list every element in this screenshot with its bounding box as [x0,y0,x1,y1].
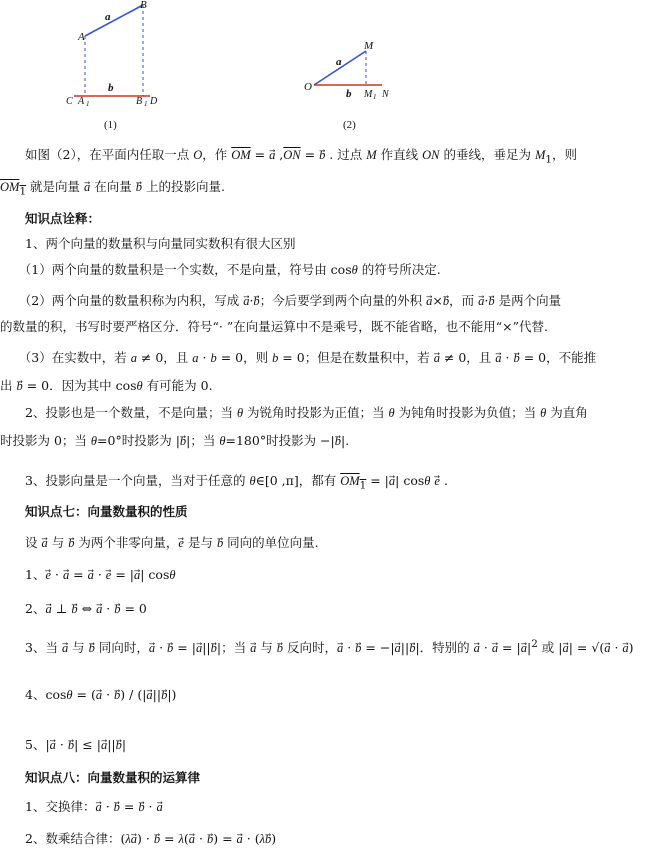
label-b1-sub: 1 [144,100,148,108]
label-b-point: B [140,0,147,11]
label-a1-sub: 1 [86,100,90,108]
figure-2-diagram [300,38,400,100]
text-line: 2、a⃗ ⊥ b⃗ ⇔ a⃗ · b⃗ = 0 [0,601,147,616]
figure-1 [60,0,170,110]
text-line: 的数量的积，书写时要严格区分．符号“· ”在向量运算中不是乘号，既不能省略，也不能用“×”代替. [0,319,548,334]
text-line: 出 b⃗ = 0．因为其中 cosθ 有可能为 0. [0,378,213,393]
label-a1: A [78,96,85,107]
label-b1: B [136,96,143,107]
text-line: 3、投影向量是一个向量，当对于任意的 θ∈[0 ,π]，都有 $OM_1$ = |a⃗| cosθ e⃗ . [0,473,448,492]
section-heading: 知识点诠释： [25,211,101,226]
section-heading: 知识点八：向量数量积的运算律 [25,770,201,785]
label-m1: M [364,89,373,100]
text-line: 5、|a⃗ · b⃗| ≤ |a⃗||b⃗| [0,737,127,752]
label-n: N [382,89,389,100]
text-line: 设 a⃗ 与 b⃗ 为两个非零向量，e⃗ 是与 b⃗ 同向的单位向量. [0,535,319,550]
text-line: （3）在实数中，若 a ≠ 0，且 a · b = 0，则 b = 0；但是在数量积中，若 a⃗ ≠ 0，且 a⃗ · b⃗ = 0，不能推 [0,350,597,365]
label-a-point: A [78,31,85,43]
label-d: D [150,96,158,107]
figure-1-caption: (1) [104,119,117,131]
label-m1-sub: 1 [373,93,377,100]
label-o: O [304,81,312,93]
text-line: 2、投影也是一个数量，不是向量；当 θ 为锐角时投影为正值；当 θ 为钝角时投影为负值；当 θ 为直角 [0,405,588,420]
label-vec-b-2: b [346,88,352,100]
figure-2-caption: (2) [343,119,356,131]
label-m: M [364,40,374,52]
text-line: 1、两个向量的数量积与向量同实数积有很大区别 [0,236,296,251]
text-line: 3、当 a⃗ 与 b⃗ 同向时，a⃗ · b⃗ = |a⃗||b⃗|；当 a⃗ 与 b⃗ 反向时，a⃗ · b⃗ = −|a⃗||b⃗|．特别的 a⃗ · a⃗ = $|a⃗|^2$ 或 |a⃗| = √(a⃗ · a⃗) [0,638,634,656]
label-vec-b: b [108,82,114,94]
label-vec-a-2: a [336,56,342,68]
text-line: 2、数乘结合律：(λa⃗) · b⃗ = λ(a⃗ · b⃗) = a⃗ · (λb⃗) [0,831,277,846]
figure-1-diagram [60,0,170,110]
label-c: C [66,96,73,107]
text-line: （2）两个向量的数量积称为内积，写成 a⃗·b⃗；今后要学到两个向量的外积 a⃗×b⃗，而 a⃗·b⃗ 是两个向量 [0,293,562,308]
text-line: 时投影为 0；当 θ=0°时投影为 |b⃗|；当 θ=180°时投影为 −|b⃗|. [0,433,350,448]
text-line: 4、cosθ = (a⃗ · b⃗) / (|a⃗||b⃗|) [0,687,177,702]
section-heading: 知识点七：向量数量积的性质 [25,504,188,519]
text-line: 1、e⃗ · a⃗ = a⃗ · e⃗ = |a⃗| cosθ [0,567,176,582]
figure-2 [300,38,400,100]
text-line: 如图（2），在平面内任取一点 O，作 $\overline{OM}$ = a⃗ $,\overline{ON}$ = b⃗ . 过点 M 作直线 ON 的垂线，垂足为 $M_1$，则 [0,147,577,166]
text-line: （1）两个向量的数量积是一个实数，不是向量，符号由 cosθ 的符号所决定. [0,262,441,277]
text-line: 1、交换律：a⃗ · b⃗ = b⃗ · a [0,799,163,814]
label-vec-a: a [105,11,111,23]
text-line: $OM_1$ 就是向量 a⃗ 在向量 b⃗ 上的投影向量. [0,179,225,198]
